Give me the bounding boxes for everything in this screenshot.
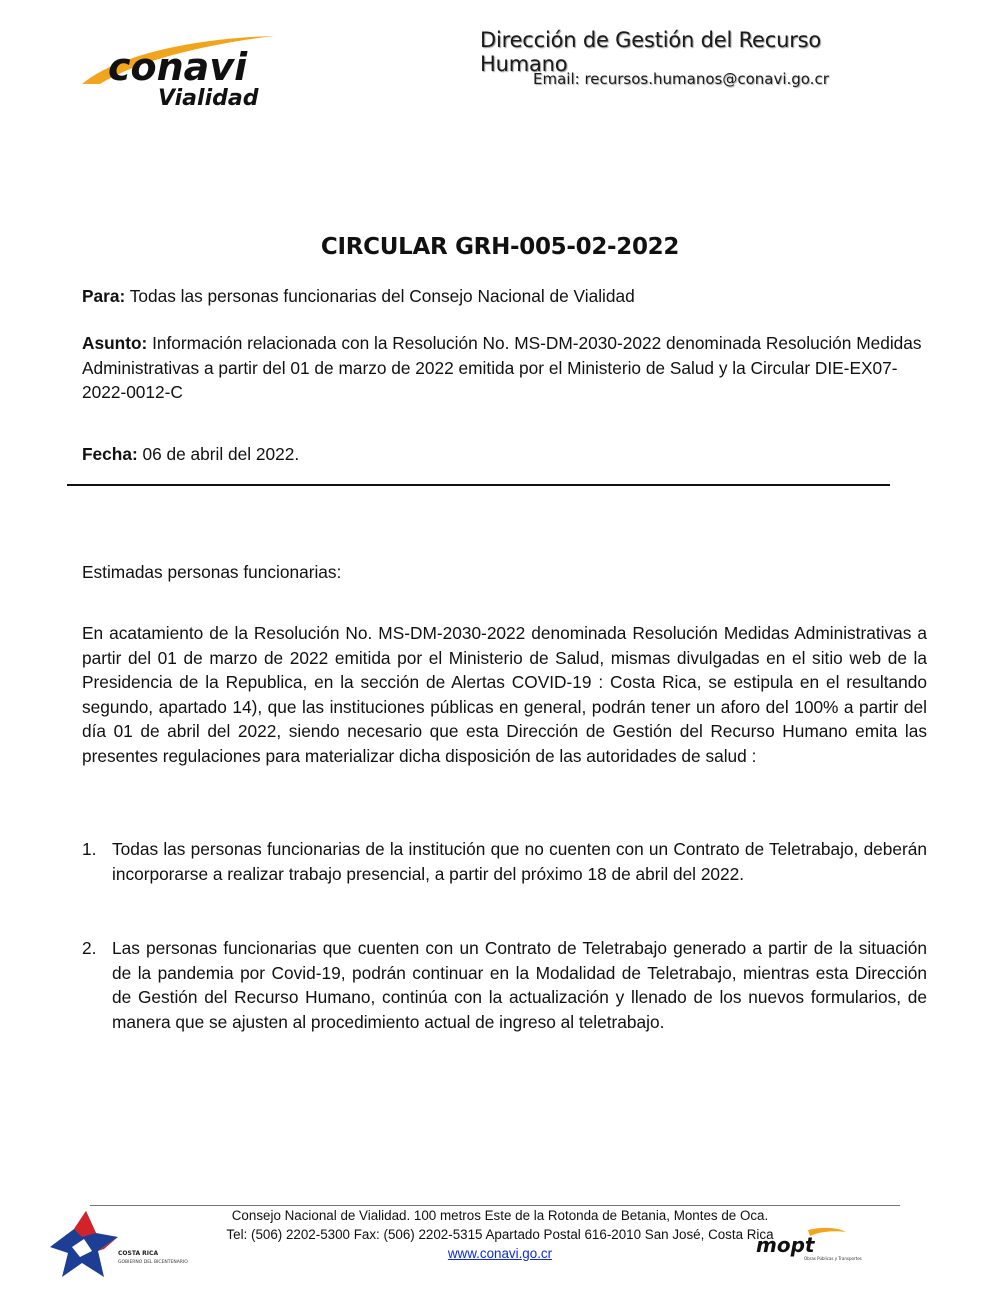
svg-text:COSTA RICA: COSTA RICA (118, 1250, 159, 1257)
body-paragraph: En acatamiento de la Resolución No. MS-DM-2030-2022 denominada Resolución Medidas Administrativas a partir del 01 de marzo de 2022 emitida por el Ministerio de Salud, mismas divulgadas en el sitio web de la Presidencia de la Republica, en la sección de Alertas COVID-19 : Costa Rica, se estipula en el resultando segundo, apartado 14), que las instituciones públicas en general, podrán tener un aforo del 100% a partir del día 01 de abril del 2022, siendo necesario que esta Dirección de Gestión del Recurso Humano emita las presentes regulaciones para materializar dicha disposición de las autoridades de salud : (82, 623, 927, 766)
svg-text:Vialidad: Vialidad (158, 86, 259, 111)
list-item-number: 1. (82, 839, 97, 859)
svg-text:GOBIERNO DEL BICENTENARIO: GOBIERNO DEL BICENTENARIO (118, 1260, 188, 1265)
svg-text:conavi: conavi (108, 45, 248, 89)
para-text: Todas las personas funcionarias del Consejo Nacional de Vialidad (125, 286, 635, 306)
fecha-line (82, 442, 927, 467)
para-label: Para: (82, 286, 126, 306)
list-item-number: 2. (82, 938, 97, 958)
asunto-block (82, 331, 927, 405)
fecha-text: 06 de abril del 2022. (137, 444, 300, 464)
footer-contact: Tel: (506) 2202-5300 Fax: (506) 2202-5315 Apartado Postal 616-2010 San José, Costa Rica (226, 1227, 774, 1242)
svg-text:mopt: mopt (756, 1233, 815, 1257)
conavi-logo (78, 34, 308, 114)
svg-text:Obras Públicas y Transportes: Obras Públicas y Transportes (804, 1256, 862, 1261)
fecha-label: Fecha: (82, 444, 138, 464)
list-item-text: Todas las personas funcionarias de la institución que no cuenten con un Contrato de Teletrabajo, deberán incorporarse a realizar trabajo presencial, a partir del próximo 18 de abril del 2022. (112, 839, 927, 884)
greeting: Estimadas personas funcionarias: (82, 562, 342, 582)
list-item-text: Las personas funcionarias que cuenten con un Contrato de Teletrabajo generado a partir de la situación de la pandemia por Covid-19, podrán continuar en la Modalidad de Teletrabajo, mientras esta Dirección de Gestión del Recurso Humano, continúa con la actualización y llenado de los nuevos formularios, de manera que se ajusten al procedimiento actual de ingreso al teletrabajo. (112, 938, 927, 1032)
mopt-logo (748, 1224, 862, 1266)
para-line (82, 284, 927, 309)
department-email: Email: recursos.humanos@conavi.go.cr (533, 70, 829, 88)
separator-rule (67, 484, 890, 486)
website-link[interactable]: www.conavi.go.cr (447, 1246, 553, 1261)
footer-rule (90, 1205, 900, 1206)
footer-address: Consejo Nacional de Vialidad. 100 metros Este de la Rotonda de Betania, Montes de Oca. (231, 1208, 769, 1223)
circular-title: CIRCULAR GRH-005-02-2022 (320, 234, 680, 260)
asunto-text: Información relacionada con la Resolución No. MS-DM-2030-2022 denominada Resolución Medidas Administrativas a partir del 01 de marzo de 2022 emitida por el Ministerio de Salud y la Circular DIE-EX07-2022-0012-C (82, 333, 922, 403)
department-title: Dirección de Gestión del Recurso Humano (480, 28, 822, 76)
asunto-label: Asunto: (82, 333, 148, 353)
